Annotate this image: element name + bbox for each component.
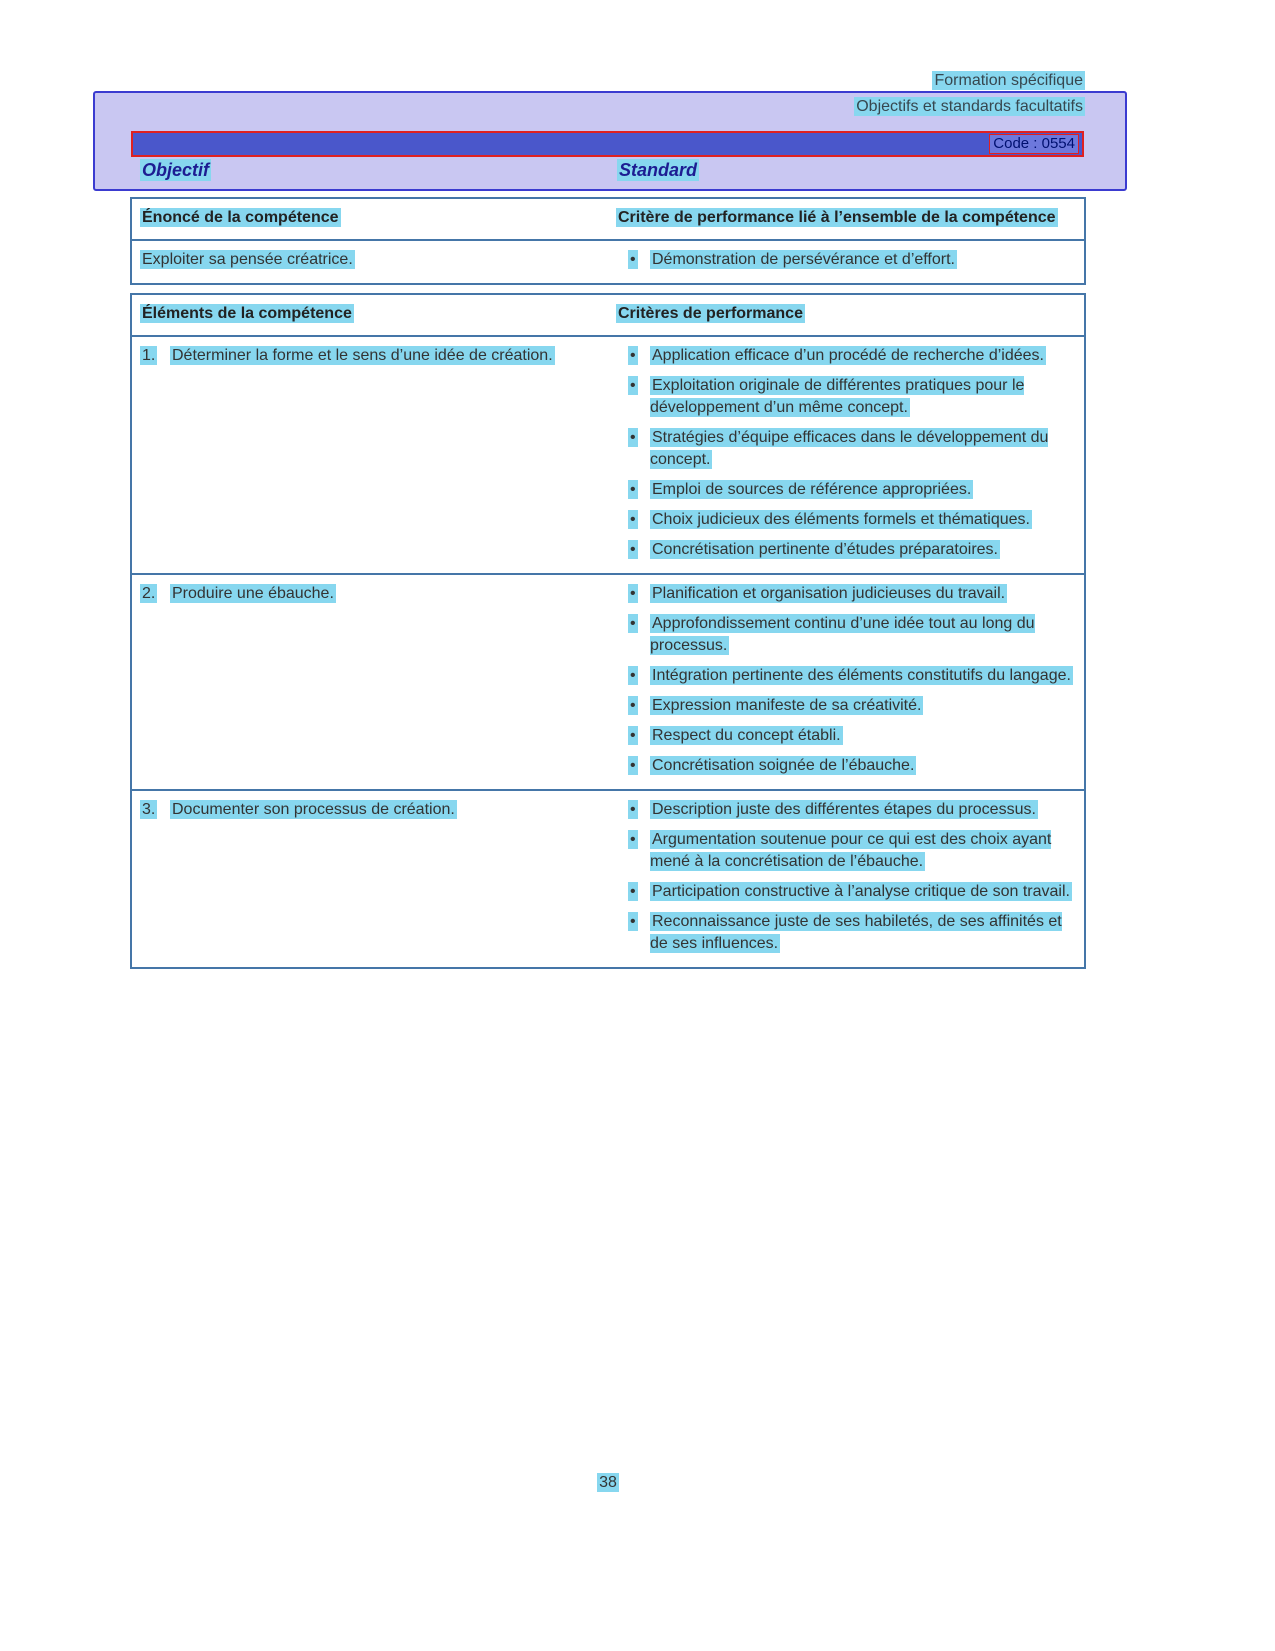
list-item: • Expression manifeste de sa créativité. <box>630 697 922 714</box>
competence-table <box>130 197 1086 285</box>
bullet-icon: • <box>630 697 636 714</box>
list-item: • Respect du concept établi. <box>630 727 841 744</box>
competence-row <box>132 241 1084 283</box>
element-statement-cell: 1. Déterminer la forme et le sens d’une idée de création. <box>142 347 553 364</box>
bullet-icon: • <box>630 511 636 528</box>
bullet-icon: • <box>630 615 636 632</box>
elements-left-header-cell: Éléments de la compétence <box>142 305 352 322</box>
bullet-icon: • <box>630 541 636 558</box>
bullet-icon: • <box>630 727 636 744</box>
bullet-icon: • <box>630 667 636 684</box>
table-row <box>132 789 1084 967</box>
column-head-standard: Standard <box>619 160 698 180</box>
section-label: Objectifs et standards facultatifs <box>856 98 1083 115</box>
list-item: • Argumentation soutenue pour ce qui est des choix ayant mené à la concrétisation de l’ébauche. <box>630 831 1052 870</box>
bullet-icon: • <box>630 913 636 930</box>
list-item: • Application efficace d’un procédé de recherche d’idées. <box>630 347 1044 364</box>
item-number: 1. <box>142 347 156 364</box>
element-criteria-cell <box>612 791 1084 967</box>
column-head-objectif: Objectif <box>142 160 210 180</box>
bullet-icon: • <box>630 757 636 774</box>
bullet-icon: • <box>630 883 636 900</box>
list-item: • Concrétisation pertinente d’études préparatoires. <box>630 541 998 558</box>
list-item: • Démonstration de persévérance et d’effort. <box>630 251 955 268</box>
competence-table-header <box>132 199 1084 241</box>
bullet-icon: • <box>630 831 636 848</box>
bullet-icon: • <box>630 481 636 498</box>
page-footer <box>130 1472 1086 1494</box>
bullet-icon: • <box>630 347 636 364</box>
code-bar <box>131 131 1084 157</box>
item-number: 2. <box>142 585 156 602</box>
competence-right-header-cell: Critère de performance lié à l’ensemble de la compétence <box>618 209 1056 226</box>
elements-table <box>130 293 1086 969</box>
element-criteria-cell <box>612 337 1084 573</box>
table-row <box>132 337 1084 573</box>
list-item: • Intégration pertinente des éléments constitutifs du langage. <box>630 667 1071 684</box>
list-item: • Concrétisation soignée de l’ébauche. <box>630 757 915 774</box>
list-item: • Approfondissement continu d’une idée tout au long du processus. <box>630 615 1035 654</box>
element-statement-cell: 2. Produire une ébauche. <box>142 585 334 602</box>
competence-criteria-cell <box>612 241 1084 283</box>
page-content <box>130 197 1086 977</box>
code-label: Code : 0554 <box>989 134 1079 154</box>
running-header <box>854 70 1085 122</box>
elements-right-header-cell: Critères de performance <box>618 305 803 322</box>
list-item: • Planification et organisation judicieuses du travail. <box>630 585 1006 602</box>
list-item: • Choix judicieux des éléments formels et thématiques. <box>630 511 1030 528</box>
list-item: • Participation constructive à l’analyse critique de son travail. <box>630 883 1070 900</box>
bullet-icon: • <box>630 585 636 602</box>
list-item: • Reconnaissance juste de ses habiletés, de ses affinités et de ses influences. <box>630 913 1062 952</box>
element-statement-cell: 3. Documenter son processus de création. <box>142 801 455 818</box>
competence-left-header-cell: Énoncé de la compétence <box>142 209 339 226</box>
bullet-icon: • <box>630 429 636 446</box>
table-row <box>132 573 1084 789</box>
list-item: • Stratégies d’équipe efficaces dans le développement du concept. <box>630 429 1049 468</box>
list-item: • Emploi de sources de référence appropriées. <box>630 481 972 498</box>
elements-table-header <box>132 295 1084 337</box>
item-number: 3. <box>142 801 156 818</box>
page-number: 38 <box>599 1474 617 1491</box>
list-item: • Description juste des différentes étapes du processus. <box>630 801 1036 818</box>
competence-statement-cell: Exploiter sa pensée créatrice. <box>142 251 353 268</box>
bullet-icon: • <box>630 801 636 818</box>
program-type-label: Formation spécifique <box>934 72 1083 89</box>
bullet-icon: • <box>630 377 636 394</box>
bullet-icon: • <box>630 251 636 268</box>
list-item: • Exploitation originale de différentes pratiques pour le développement d’un même concept. <box>630 377 1025 416</box>
element-criteria-cell <box>612 575 1084 789</box>
